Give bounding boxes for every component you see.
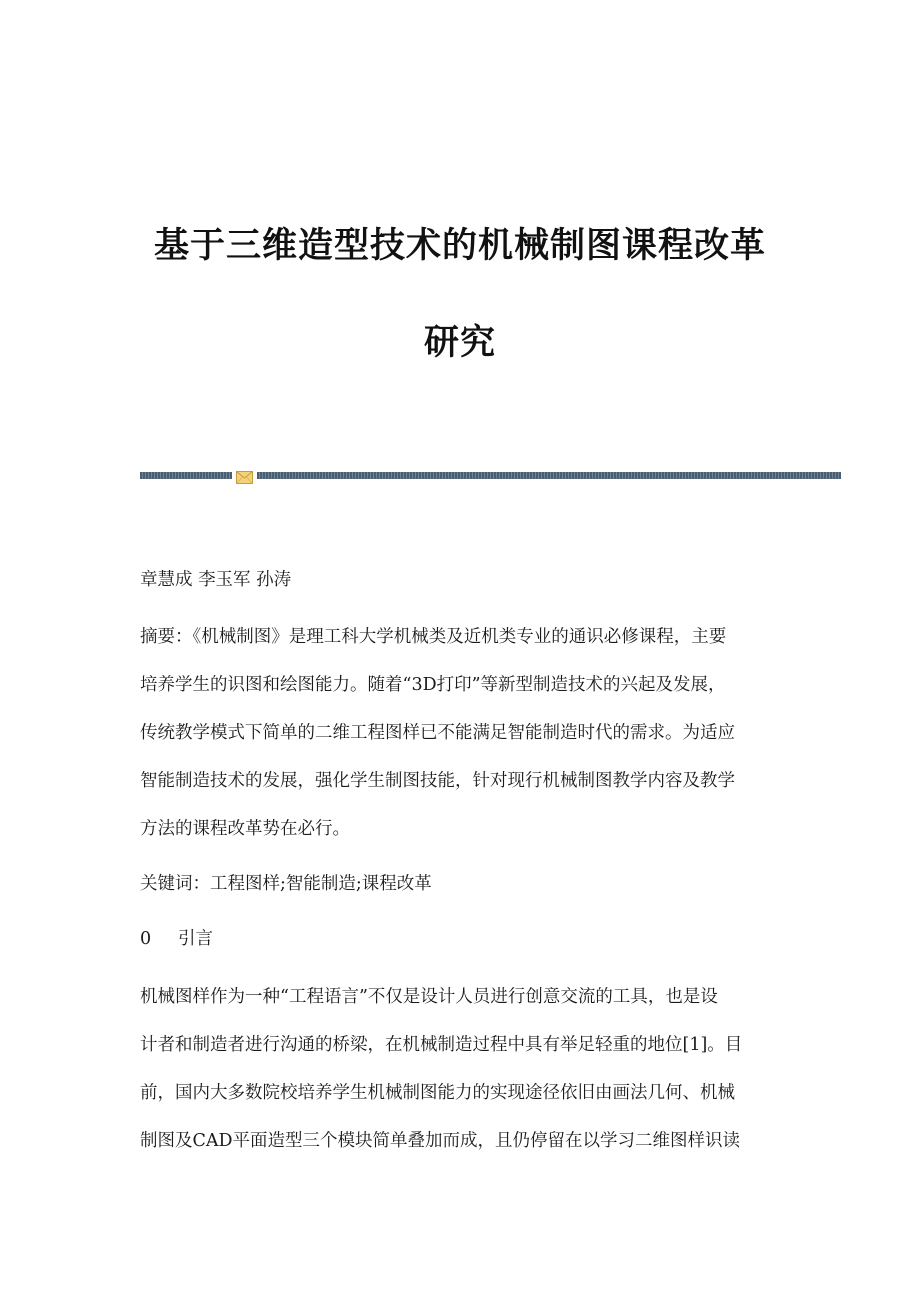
section-number: 0 [140, 929, 152, 949]
document-title-line-1: 基于三维造型技术的机械制图课程改革 [153, 226, 766, 266]
abstract-line: 摘要：《机械制图》是理工科大学机械类及近机类专业的通识必修课程，主要 [140, 627, 727, 647]
abstract-line: 方法的课程改革势在必行。 [140, 819, 350, 839]
body-text-line: 前，国内大多数院校培养学生机械制图能力的实现途径依旧由画法几何、机械 [140, 1083, 735, 1103]
section-title: 引言 [178, 929, 213, 949]
document-title-line-2: 研究 [423, 323, 496, 363]
keywords-line: 关键词：工程图样;智能制造;课程改革 [140, 874, 432, 894]
body-text-line: 制图及CAD平面造型三个模块简单叠加而成，且仍停留在以学习二维图样识读 [140, 1131, 741, 1151]
envelope-icon [236, 469, 253, 482]
abstract-line: 智能制造技术的发展，强化学生制图技能，针对现行机械制图教学内容及教学 [140, 771, 735, 791]
body-text-line: 计者和制造者进行沟通的桥梁，在机械制造过程中具有举足轻重的地位[1]。目 [140, 1035, 743, 1055]
body-text-line: 机械图样作为一种“工程语言”不仅是设计人员进行创意交流的工具，也是设 [140, 987, 718, 1007]
divider-bar-right [257, 472, 841, 479]
title-divider [140, 469, 841, 483]
divider-bar-left [140, 472, 232, 479]
section-heading [140, 915, 780, 963]
abstract-line: 传统教学模式下简单的二维工程图样已不能满足智能制造时代的需求。为适应 [140, 723, 735, 743]
abstract-line: 培养学生的识图和绘图能力。随着“3D打印”等新型制造技术的兴起及发展， [140, 675, 726, 695]
author-list: 章慧成 李玉军 孙涛 [140, 570, 292, 590]
